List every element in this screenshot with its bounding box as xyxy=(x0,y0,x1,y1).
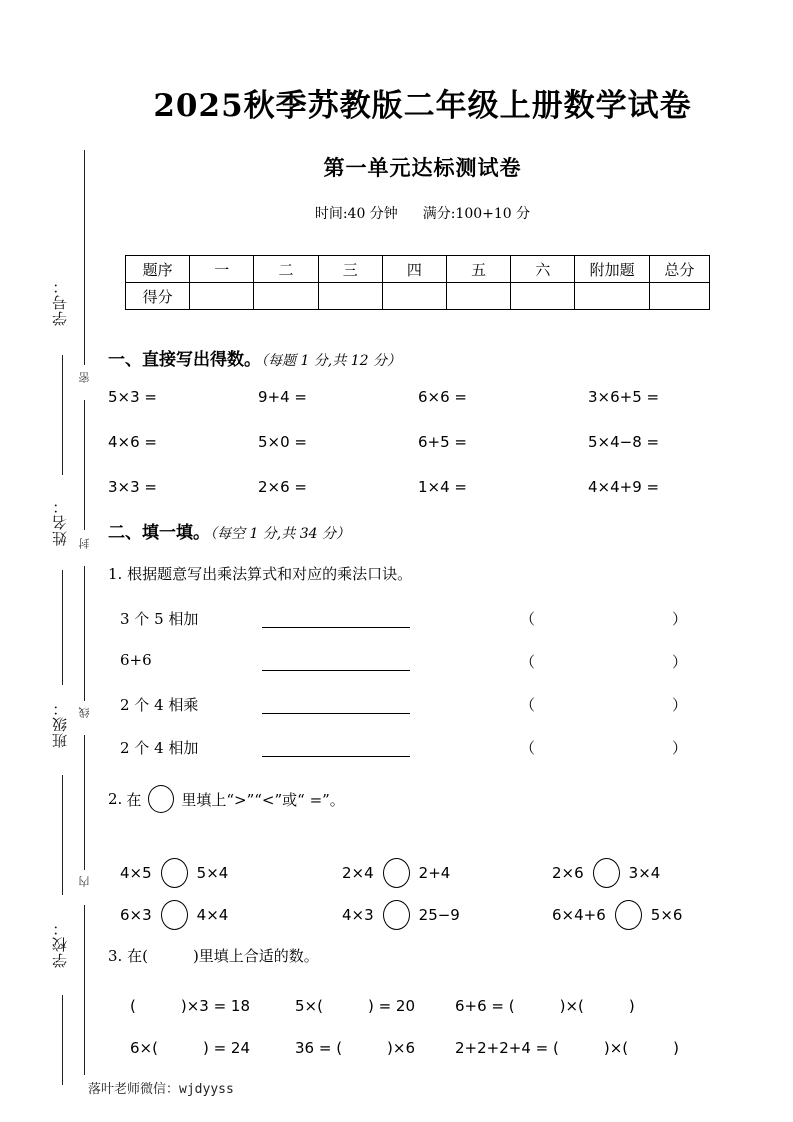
table-header-5: 五 xyxy=(447,256,511,283)
table-header-bonus: 附加题 xyxy=(575,256,649,283)
compare-circle[interactable] xyxy=(161,858,188,888)
calc-item: 2×6 = xyxy=(258,478,307,496)
watermark-label: 落叶老师微信： xyxy=(88,1082,180,1097)
score-cell-2[interactable] xyxy=(254,283,318,310)
fill-item[interactable]: 6+6 = ( )×( ) xyxy=(455,997,635,1015)
compare-right: 5×6 xyxy=(650,906,683,924)
compare-right: 3×4 xyxy=(628,864,661,882)
calc-item: 6×6 = xyxy=(418,388,467,406)
comparison-circle-icon xyxy=(148,785,174,813)
table-header-6: 六 xyxy=(511,256,575,283)
question-2-prompt xyxy=(108,785,345,813)
margin-label-class: 班级： xyxy=(51,700,69,748)
q1-paren-right: ） xyxy=(672,610,688,628)
q1-item-row xyxy=(120,694,740,724)
q1-paren-left: （ xyxy=(520,696,536,714)
score-cell-bonus[interactable] xyxy=(575,283,649,310)
fill-item[interactable]: 2+2+2+4 = ( )×( ) xyxy=(455,1039,679,1057)
table-header-4: 四 xyxy=(382,256,446,283)
compare-left: 6×4+6 xyxy=(552,906,606,924)
compare-item xyxy=(120,900,228,930)
question-3-number: 3. xyxy=(108,947,123,965)
margin-label-name: 姓名： xyxy=(51,498,69,546)
q1-answer-blank[interactable] xyxy=(262,756,410,757)
calc-item: 4×4+9 = xyxy=(588,478,660,496)
seal-line-segment xyxy=(84,735,85,870)
compare-item xyxy=(120,858,228,888)
section-2-points: （每空 1 分,共 34 分） xyxy=(210,526,350,542)
margin-rule-line xyxy=(62,775,63,895)
seal-line-segment xyxy=(84,400,85,530)
score-table xyxy=(125,255,710,310)
fill-item[interactable]: 5×( ) = 20 xyxy=(295,997,416,1015)
table-row-headers xyxy=(126,256,710,283)
compare-item xyxy=(342,858,450,888)
compare-left: 2×4 xyxy=(342,864,374,882)
q1-paren-left: （ xyxy=(520,610,536,628)
table-row-scores xyxy=(126,283,710,310)
seal-line-segment xyxy=(84,566,85,701)
q1-paren-left: （ xyxy=(520,739,536,757)
compare-circle[interactable] xyxy=(383,858,410,888)
compare-circle[interactable] xyxy=(615,900,642,930)
exam-time: 时间:40 分钟 xyxy=(314,206,398,222)
compare-circle[interactable] xyxy=(383,900,410,930)
section-heading-1 xyxy=(108,345,401,370)
sealing-margin xyxy=(0,0,100,1122)
page-title: 2025秋季苏教版二年级上册数学试卷 xyxy=(153,88,692,124)
table-header-1: 一 xyxy=(190,256,254,283)
footer-watermark xyxy=(88,1078,234,1097)
calc-item: 3×3 = xyxy=(108,478,157,496)
score-cell-6[interactable] xyxy=(511,283,575,310)
question-2-text-post: 里填上“>”“<”或“ =”。 xyxy=(181,790,345,809)
exam-total-score: 满分:100+10 分 xyxy=(422,206,531,222)
table-header-3: 三 xyxy=(318,256,382,283)
table-header-score: 得分 xyxy=(126,283,190,310)
compare-circle[interactable] xyxy=(593,858,620,888)
margin-label-school: 学校： xyxy=(51,920,69,968)
question-1-number: 1. xyxy=(108,565,123,583)
q1-answer-blank[interactable] xyxy=(262,627,410,628)
compare-left: 6×3 xyxy=(120,906,152,924)
compare-left: 4×3 xyxy=(342,906,374,924)
calc-item: 5×0 = xyxy=(258,433,307,451)
fill-item[interactable]: ( )×3 = 18 xyxy=(130,997,251,1015)
compare-item xyxy=(552,858,660,888)
margin-rule-line xyxy=(62,570,63,685)
score-cell-4[interactable] xyxy=(382,283,446,310)
q2-compare-row xyxy=(120,900,750,934)
calc-item: 3×6+5 = xyxy=(588,388,660,406)
q1-item-row xyxy=(120,608,740,638)
calc-item: 5×3 = xyxy=(108,388,157,406)
compare-item xyxy=(552,900,682,930)
seal-char: 内 xyxy=(78,876,91,887)
compare-right: 25−9 xyxy=(418,906,460,924)
question-2-number: 2. xyxy=(108,790,123,808)
question-2-text-pre: 在 xyxy=(126,790,142,809)
q1-item-label: 2 个 4 相乘 xyxy=(120,696,199,714)
question-1-text: 根据题意写出乘法算式和对应的乘法口诀。 xyxy=(127,565,413,583)
q2-compare-row xyxy=(120,858,750,892)
seal-line-segment xyxy=(84,905,85,1075)
compare-right: 2+4 xyxy=(418,864,451,882)
q1-paren-right: ） xyxy=(672,653,688,671)
question-3-text: 在( )里填上合适的数。 xyxy=(127,947,319,965)
seal-line-segment xyxy=(84,150,85,365)
q1-paren-left: （ xyxy=(520,653,536,671)
watermark-wechat-id: wjdyyss xyxy=(179,1082,234,1097)
compare-circle[interactable] xyxy=(161,900,188,930)
score-cell-total[interactable] xyxy=(649,283,709,310)
calc-item: 5×4−8 = xyxy=(588,433,660,451)
calc-item: 4×6 = xyxy=(108,433,157,451)
seal-char: 密 xyxy=(78,372,91,383)
compare-left: 4×5 xyxy=(120,864,152,882)
table-header-2: 二 xyxy=(254,256,318,283)
question-3-prompt xyxy=(108,945,319,966)
compare-left: 2×6 xyxy=(552,864,584,882)
compare-right: 4×4 xyxy=(196,906,229,924)
q1-paren-right: ） xyxy=(672,739,688,757)
q1-item-label: 6+6 xyxy=(120,651,152,669)
q1-item-label: 2 个 4 相加 xyxy=(120,739,199,757)
question-1-prompt xyxy=(108,563,412,584)
section-2-title: 二、填一填。 xyxy=(108,523,210,543)
section-1-title: 一、直接写出得数。 xyxy=(108,350,261,370)
calc-item: 9+4 = xyxy=(258,388,307,406)
score-cell-5[interactable] xyxy=(447,283,511,310)
fill-item[interactable]: 36 = ( )×6 xyxy=(295,1039,416,1057)
q1-paren-right: ） xyxy=(672,696,688,714)
calc-item: 6+5 = xyxy=(418,433,467,451)
score-cell-3[interactable] xyxy=(318,283,382,310)
compare-item xyxy=(342,900,460,930)
q1-item-row xyxy=(120,737,740,767)
section-1-points: （每题 1 分,共 12 分） xyxy=(261,353,401,369)
fill-item[interactable]: 6×( ) = 24 xyxy=(130,1039,251,1057)
score-cell-1[interactable] xyxy=(190,283,254,310)
page-subtitle: 第一单元达标测试卷 xyxy=(323,155,522,180)
q1-item-label: 3 个 5 相加 xyxy=(120,610,199,628)
q1-answer-blank[interactable] xyxy=(262,713,410,714)
section-heading-2 xyxy=(108,518,350,543)
seal-char: 线 xyxy=(78,707,91,718)
seal-char: 封 xyxy=(78,538,91,549)
table-header-question-order: 题序 xyxy=(126,256,190,283)
margin-rule-line xyxy=(62,995,63,1085)
calc-item: 1×4 = xyxy=(418,478,467,496)
table-header-total: 总分 xyxy=(649,256,709,283)
q1-item-row xyxy=(120,651,740,681)
exam-page xyxy=(100,0,760,1122)
margin-rule-line xyxy=(62,355,63,475)
q1-answer-blank[interactable] xyxy=(262,670,410,671)
exam-meta xyxy=(100,203,745,223)
compare-right: 5×4 xyxy=(196,864,229,882)
margin-label-student-id: 学号： xyxy=(51,278,69,326)
